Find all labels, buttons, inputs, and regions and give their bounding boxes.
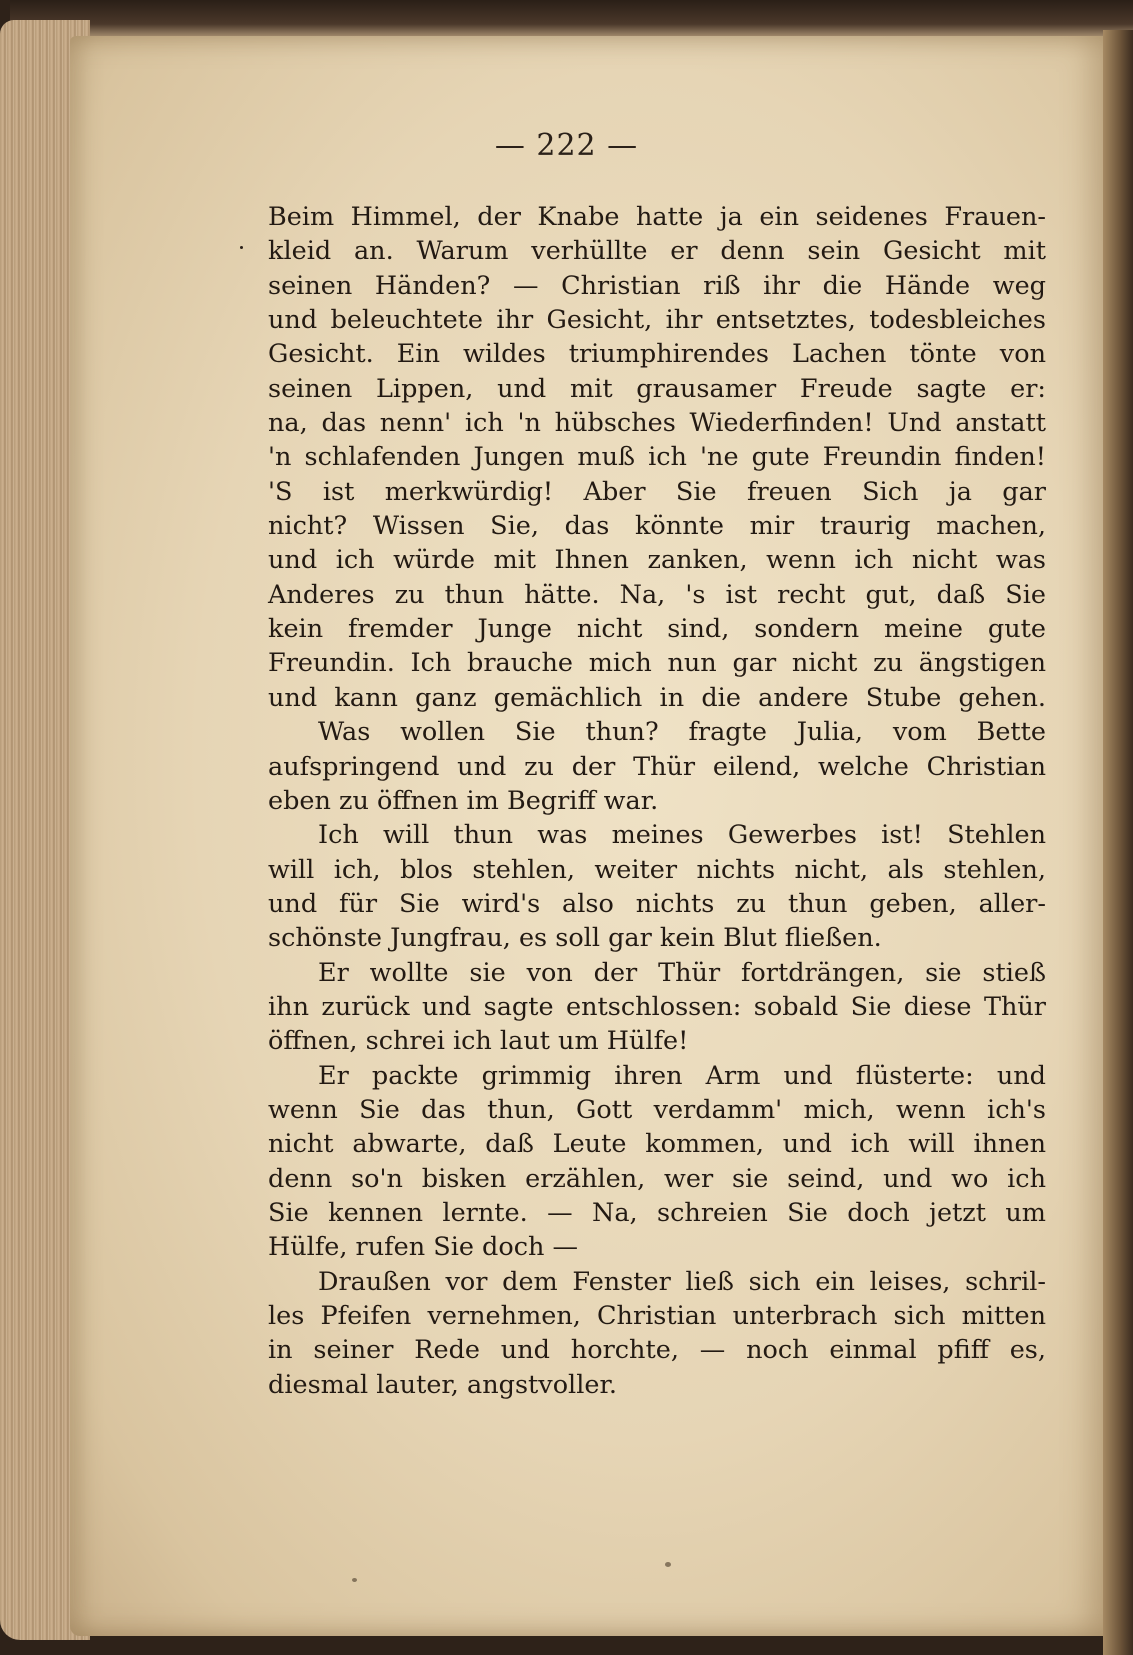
text-line: seinen Händen? — Christian riß ihr die Hände weg: [268, 270, 1046, 301]
text-line: kein fremder Junge nicht sind, sondern meine gute: [268, 614, 1046, 645]
text-line: 'S ist merkwürdig! Aber Sie freuen Sich ja gar: [268, 476, 1046, 507]
text-line: 'n schlafenden Jungen muß ich 'ne gute Freundin finden!: [268, 442, 1046, 473]
text-line: Was wollen Sie thun? fragte Julia, vom Bette: [318, 717, 1046, 748]
text-line: öffnen, schrei ich laut um Hülfe!: [268, 1026, 689, 1057]
text-line: denn so'n bisken erzählen, wer sie seind, und wo ich: [268, 1163, 1046, 1194]
text-line: nicht? Wissen Sie, das könnte mir traurig machen,: [268, 511, 1046, 542]
text-line: und kann ganz gemächlich in die andere Stube gehen.: [268, 682, 1046, 713]
book-gutter: [1103, 30, 1133, 1655]
text-line: Hülfe, rufen Sie doch —: [268, 1232, 579, 1263]
text-line: Freundin. Ich brauche mich nun gar nicht zu ängstigen: [268, 648, 1046, 679]
text-line: schönste Jungfrau, es soll gar kein Blut fließen.: [268, 923, 882, 954]
margin-mark: [240, 246, 243, 249]
text-line: Er packte grimmig ihren Arm und flüsterte: und: [318, 1060, 1046, 1091]
text-line: Sie kennen lernte. — Na, schreien Sie doch jetzt um: [268, 1197, 1046, 1228]
text-line: und für Sie wird's also nichts zu thun geben, aller-: [268, 888, 1046, 919]
text-line: seinen Lippen, und mit grausamer Freude sagte er:: [268, 373, 1046, 404]
paper-speck: [352, 1578, 357, 1582]
text-line: Draußen vor dem Fenster ließ sich ein leises, schril-: [318, 1266, 1046, 1297]
text-line: Er wollte sie von der Thür fortdrängen, sie stieß: [318, 957, 1046, 988]
text-line: eben zu öffnen im Begriff war.: [268, 785, 659, 816]
text-line: in seiner Rede und horchte, — noch einmal pfiff es,: [268, 1335, 1046, 1366]
text-line: aufspringend und zu der Thür eilend, welche Christian: [268, 751, 1046, 782]
text-line: les Pfeifen vernehmen, Christian unterbrach sich mitten: [268, 1301, 1046, 1331]
text-line: Gesicht. Ein wildes triumphirendes Lachen tönte von: [268, 339, 1046, 370]
body-text: [268, 200, 1046, 1402]
text-line: Anderes zu thun hätte. Na, 's ist recht gut, daß Sie: [268, 579, 1046, 610]
paper-speck: [665, 1562, 671, 1567]
text-line: wenn Sie das thun, Gott verdamm' mich, wenn ich's: [268, 1094, 1046, 1125]
text-line: na, das nenn' ich 'n hübsches Wiederfinden! Und anstatt: [268, 408, 1046, 439]
text-line: will ich, blos stehlen, weiter nichts nicht, als stehlen,: [268, 854, 1046, 885]
book-top-edge: [10, 0, 1133, 40]
text-line: und ich würde mit Ihnen zanken, wenn ich nicht was: [268, 545, 1046, 576]
text-line: und beleuchtete ihr Gesicht, ihr entsetztes, todesbleiches: [268, 305, 1046, 336]
text-line: diesmal lauter, angstvoller.: [268, 1369, 617, 1400]
page-number: — 222 —: [494, 128, 639, 163]
text-line: Ich will thun was meines Gewerbes ist! Stehlen: [318, 820, 1046, 851]
text-line: ihn zurück und sagte entschlossen: sobald Sie diese Thür: [268, 991, 1046, 1022]
text-line: Beim Himmel, der Knabe hatte ja ein seidenes Frauen-: [268, 202, 1046, 232]
text-line: kleid an. Warum verhüllte er denn sein Gesicht mit: [268, 236, 1046, 267]
text-line: nicht abwarte, daß Leute kommen, und ich will ihnen: [268, 1129, 1046, 1160]
